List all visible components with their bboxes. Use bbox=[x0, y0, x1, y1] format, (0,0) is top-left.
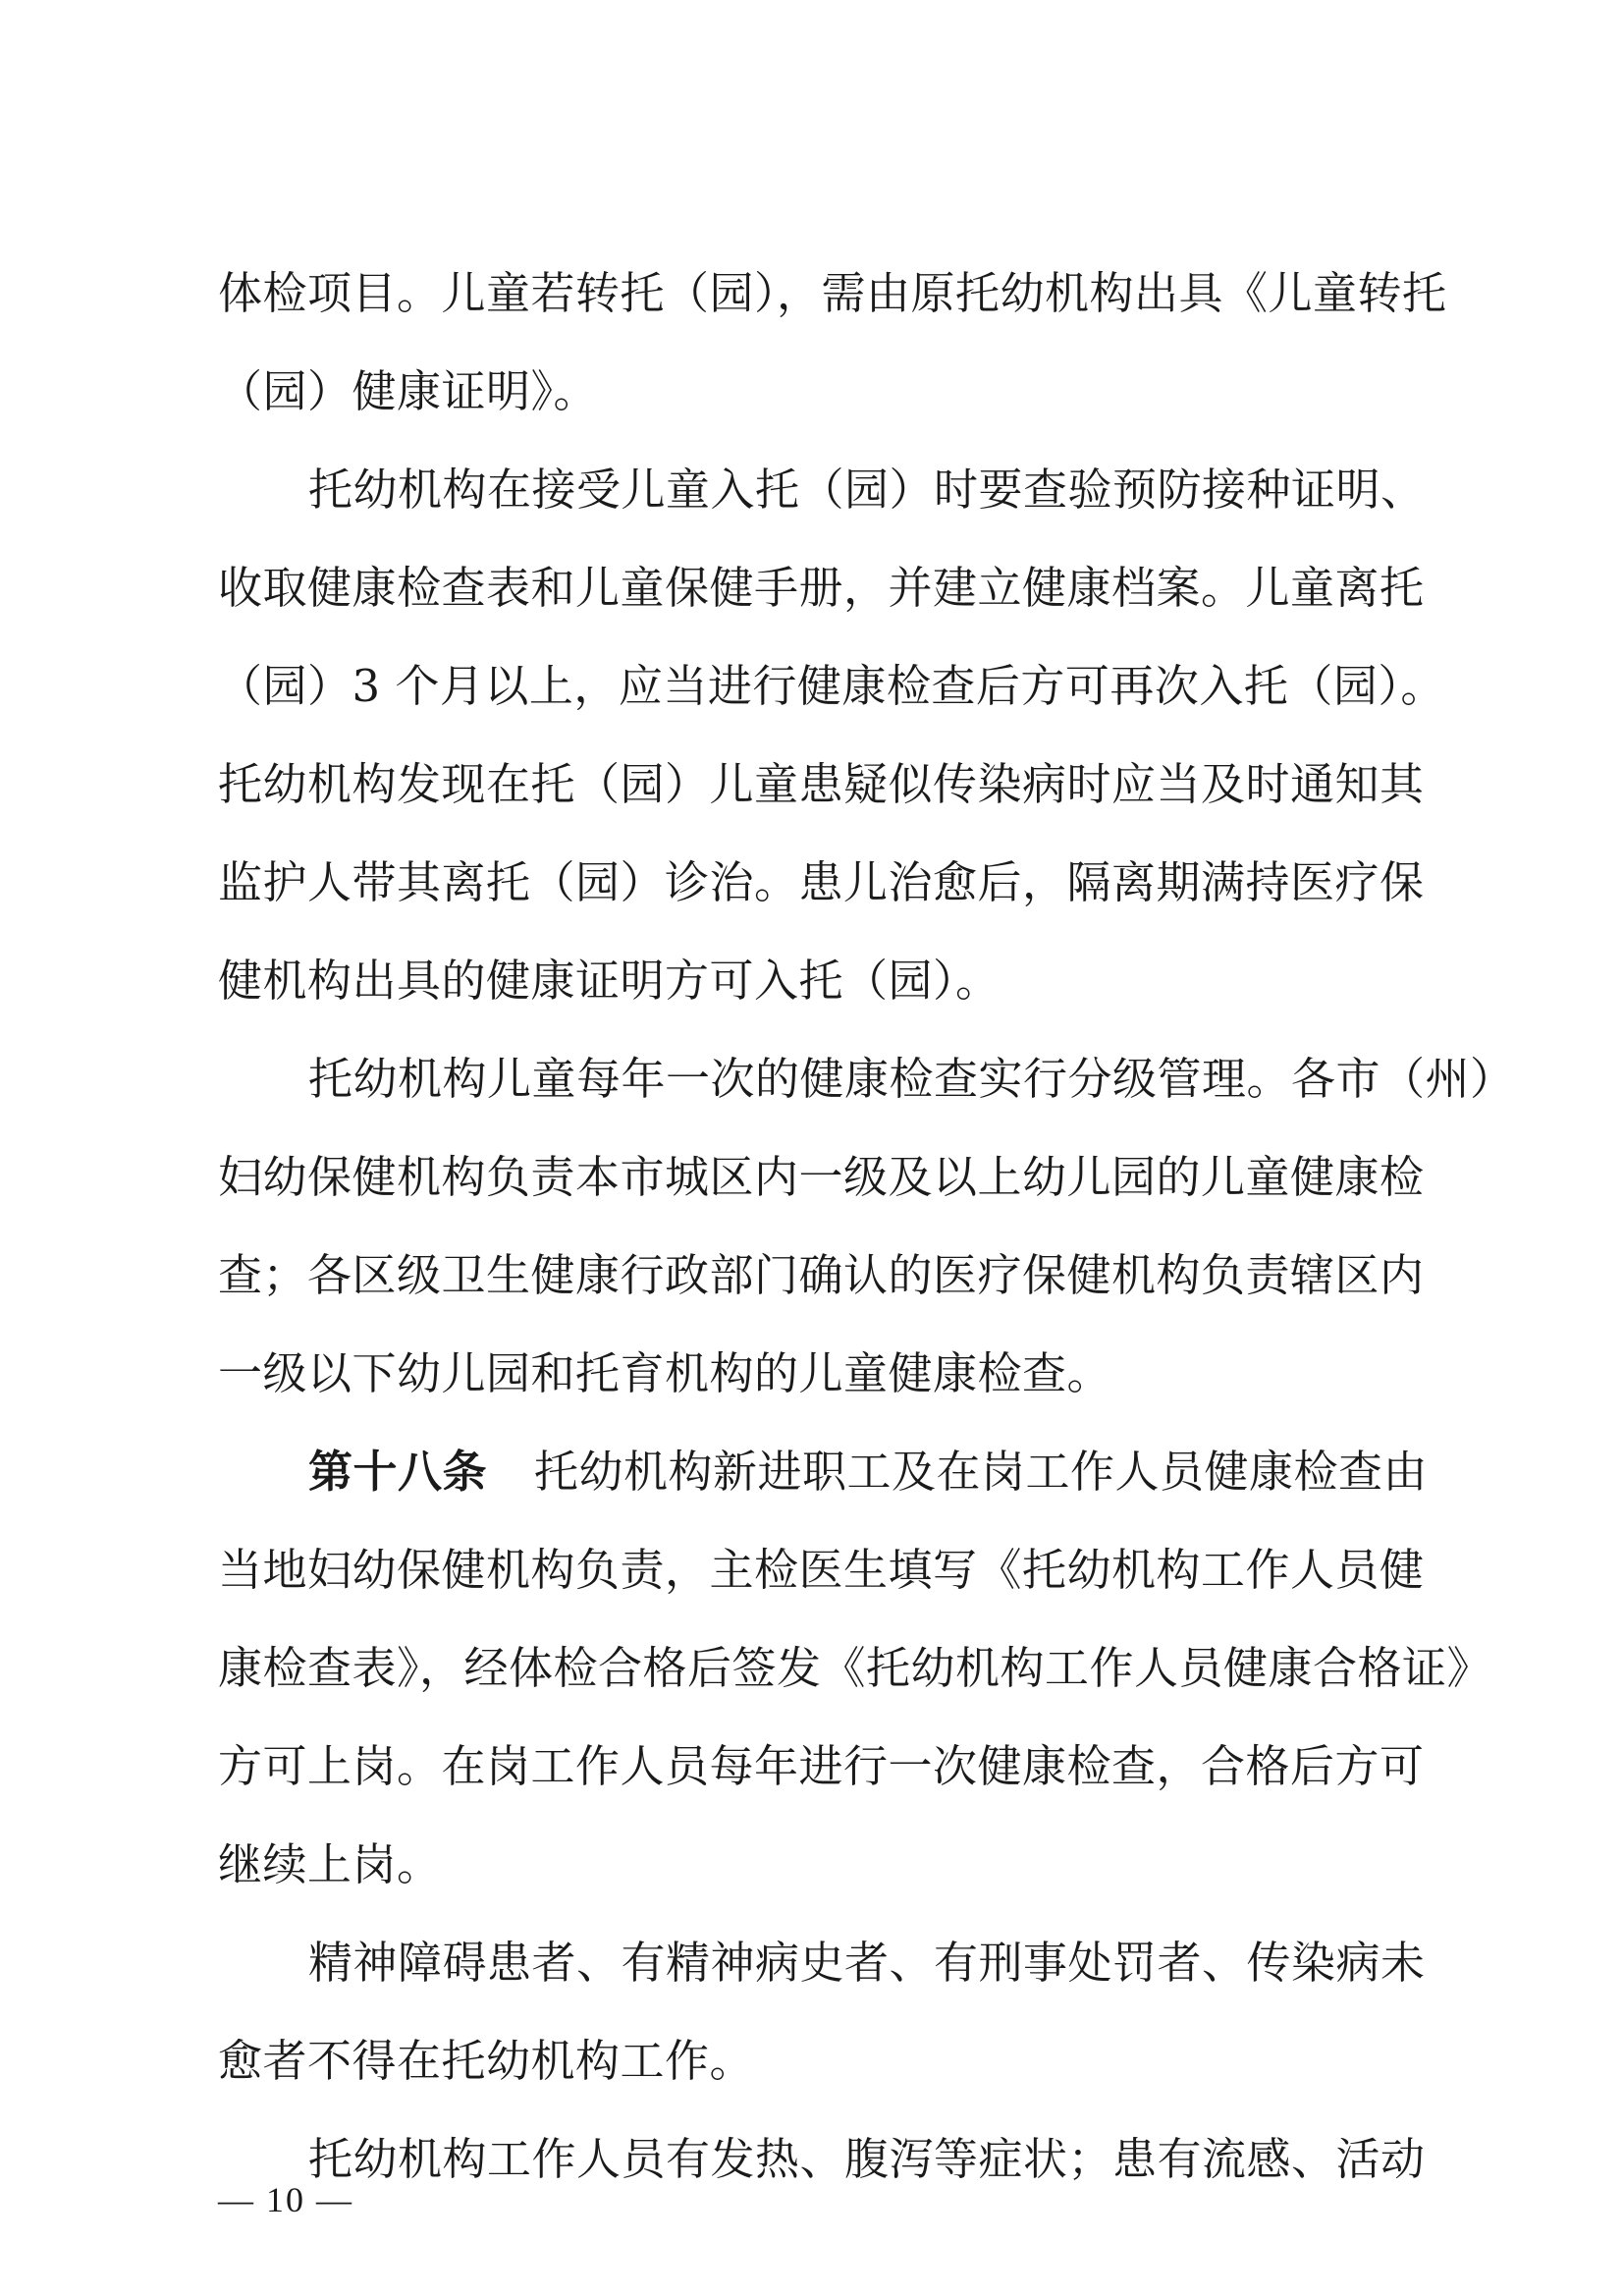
text-line: 托幼机构在接受儿童入托（园）时要查验预防接种证明、 bbox=[308, 464, 1426, 516]
article-line bbox=[308, 1425, 1429, 1519]
text-line: 监护人带其离托（园）诊治。患儿治愈后，隔离期满持医疗保 bbox=[218, 856, 1425, 908]
text-line: 托幼机构儿童每年一次的健康检查实行分级管理。各市（州） bbox=[308, 1053, 1515, 1105]
text-line: 一级以下幼儿园和托育机构的儿童健康检查。 bbox=[218, 1347, 1112, 1399]
text-line: 体检项目。儿童若转托（园），需由原托幼机构出具《儿童转托 bbox=[218, 267, 1447, 319]
text-line: 精神障碍患者、有精神病史者、有刑事处罚者、传染病未 bbox=[308, 1937, 1426, 1989]
text-line: 查；各区级卫生健康行政部门确认的医疗保健机构负责辖区内 bbox=[218, 1249, 1425, 1301]
text-line: 继续上岗。 bbox=[218, 1838, 442, 1890]
text-line: 妇幼保健机构负责本市城区内一级及以上幼儿园的儿童健康检 bbox=[218, 1151, 1425, 1203]
text-line: （园）健康证明》。 bbox=[218, 365, 599, 417]
text-line: 当地妇幼保健机构负责，主检医生填写《托幼机构工作人员健 bbox=[218, 1544, 1425, 1596]
text-line: 托幼机构发现在托（园）儿童患疑似传染病时应当及时通知其 bbox=[218, 758, 1425, 810]
text-line: 收取健康检查表和儿童保健手册，并建立健康档案。儿童离托 bbox=[218, 562, 1425, 614]
text-line: 愈者不得在托幼机构工作。 bbox=[218, 2035, 755, 2087]
page-number: — 10 — bbox=[218, 2180, 353, 2219]
text-line: 托幼机构工作人员有发热、腹泻等症状；患有流感、活动 bbox=[308, 2133, 1426, 2185]
text-line: 托幼机构新进职工及在岗工作人员健康检查由 bbox=[534, 1446, 1429, 1498]
text-line: 康检查表》，经体检合格后签发《托幼机构工作人员健康合格证》 bbox=[218, 1642, 1492, 1694]
text-line: （园）3 个月以上，应当进行健康检查后方可再次入托（园）。 bbox=[218, 660, 1445, 712]
text-line: 方可上岗。在岗工作人员每年进行一次健康检查，合格后方可 bbox=[218, 1740, 1425, 1792]
text-line: 健机构出具的健康证明方可入托（园）。 bbox=[218, 955, 1001, 1007]
article-heading: 第十八条 bbox=[308, 1446, 488, 1498]
